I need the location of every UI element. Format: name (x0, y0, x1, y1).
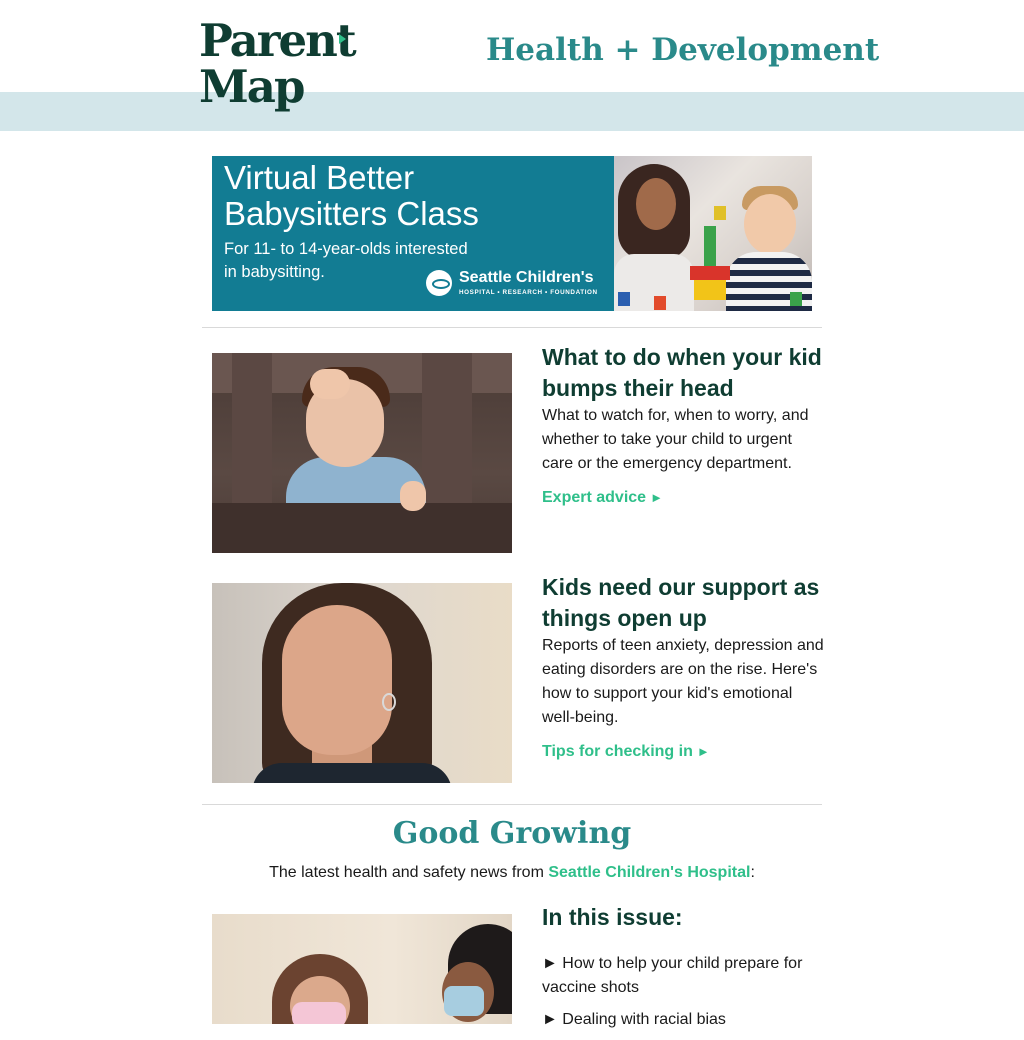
issue-item-racial-bias[interactable]: ► Dealing with racial bias (542, 1011, 726, 1028)
banner-heading-line2: Babysitters Class (224, 195, 479, 232)
babysitters-class-banner-ad[interactable] (212, 156, 812, 311)
article-image-teen-support[interactable] (212, 583, 512, 783)
sponsor-tagline: HOSPITAL • RESEARCH • FOUNDATION (459, 289, 598, 296)
good-growing-intro-end: : (750, 864, 755, 881)
sponsor-name: Seattle Children's (459, 269, 594, 286)
banner-subtext-line1: For 11- to 14-year-olds interested (224, 240, 468, 258)
logo-text-map: Map (199, 60, 304, 113)
article-title-head-bump[interactable]: What to do when your kid bumps their head (542, 344, 822, 401)
seattle-childrens-whale-icon (426, 270, 452, 296)
logo-text-parent: Parent (199, 14, 355, 67)
banner-heading-line1: Virtual Better (224, 159, 415, 196)
article-description-teen-support: Reports of teen anxiety, depression and eating disorders are on the rise. Here's how to support your kid's emotional well-being. (542, 637, 824, 726)
expert-advice-link[interactable] (542, 487, 663, 509)
parentmap-logo[interactable] (199, 14, 359, 122)
issue-list (542, 952, 824, 1040)
seattle-childrens-hospital-link[interactable]: Seattle Children's Hospital (548, 864, 751, 881)
good-growing-intro-text: The latest health and safety news from (269, 864, 549, 881)
issue-item-vaccine-shots[interactable]: ► How to help your child prepare for vaccine shots (542, 955, 803, 996)
expert-advice-link-label: Expert advice (542, 489, 647, 506)
article-image-head-bump[interactable] (212, 353, 512, 553)
good-growing-intro (0, 862, 1024, 884)
tips-for-checking-in-link[interactable] (542, 741, 710, 763)
logo-flag-icon (339, 34, 346, 44)
divider (202, 327, 822, 328)
banner-subtext-line2: in babysitting. (224, 263, 325, 281)
newsletter-section-title: Health + Development (486, 32, 880, 68)
banner-text (224, 160, 479, 284)
article-description-head-bump: What to watch for, when to worry, and whether to take your child to urgent care or the emergency department. (542, 407, 809, 472)
good-growing-title: Good Growing (392, 816, 632, 851)
banner-heading (224, 160, 479, 232)
play-arrow-icon: ► (650, 490, 663, 505)
tips-link-label: Tips for checking in (542, 743, 693, 760)
article-title-teen-support[interactable]: Kids need our support as things open up (542, 574, 820, 631)
seattle-childrens-logo (426, 268, 596, 302)
article-image-vaccine[interactable] (212, 914, 512, 1024)
divider (202, 804, 822, 805)
banner-photo-kids-playing (614, 156, 812, 311)
play-arrow-icon: ► (696, 744, 710, 759)
header-band (0, 92, 1024, 131)
in-this-issue-heading: In this issue: (542, 904, 683, 930)
